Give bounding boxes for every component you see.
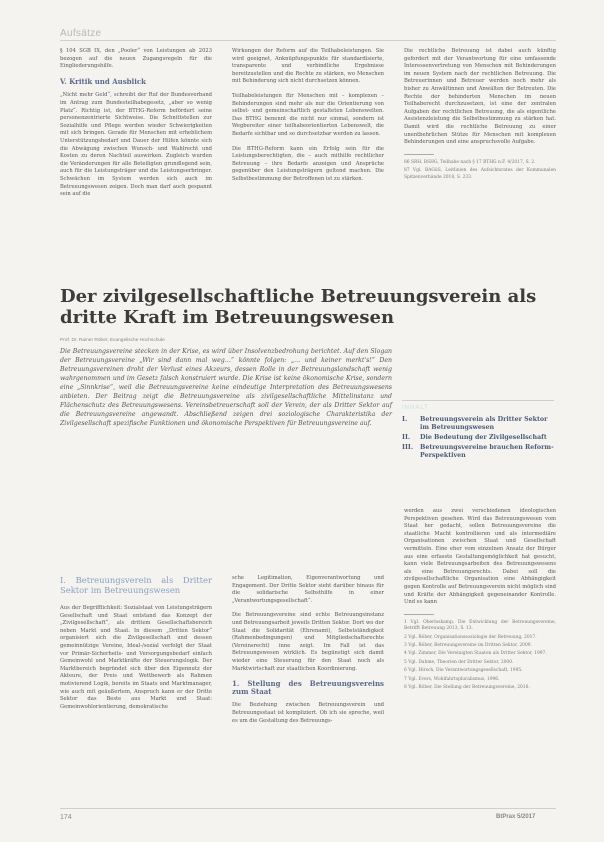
article-column-2 <box>232 575 384 732</box>
contents-item-label: Betreuungsvereine brauchen Reform-Perspektiven <box>420 444 554 459</box>
footnote: 7 Vgl. Evers, Wohlfahrtspluralismus, 1996. <box>404 676 500 682</box>
contents-item[interactable] <box>402 416 554 432</box>
footnote: 3 Vgl. Röber, Betreuungsvereine im Dritten Sektor, 2009. <box>404 642 532 648</box>
contents-item[interactable] <box>402 444 554 460</box>
footnote: 86 SRH, BSHG, Teilhabe nach § 17 BTHG n.F. 4/2017, S. 2. <box>404 159 536 165</box>
paragraph: Teilhabeleistungen für Menschen mit – komplexen – Behinderungen sind mehr als nur die Orientierung von selbst- und gemeinschaftlich gestalteten Lebenswelten. Das BTHG benennt die nicht nur einmal, sondern ist Wegbereiter einer teilhabeorientierten Lebenswelt, die Bedarfe sichtbar und so durchsetzbar werden zu lassen. <box>232 92 384 137</box>
footnote: 1 Vgl. Oberloskamp, Die Entwicklung der Betreuungsvereine, Betrifft Betreuung 2013, S. 13. <box>404 619 556 632</box>
page-number: 174 <box>60 814 72 821</box>
paragraph: § 104 SGB IX, den „Pooler“ von Leistungen ab 2023 bezogen auf die neuen Zugangsregeln für die Eingliederungshilfe. <box>60 48 212 70</box>
footnote: 5 Vgl. Dahme, Theorien der Dritter Sektor, 2000. <box>404 659 514 665</box>
contents-item-number: III. <box>402 444 414 451</box>
contents-box <box>402 400 554 489</box>
contents-item-number: I. <box>402 416 408 423</box>
footer-rule <box>60 808 556 809</box>
footnote: 2 Vgl. Röber, Organisationssoziologie der Betreuung, 2017. <box>404 634 537 640</box>
top-column-2 <box>232 48 384 191</box>
paragraph: sche Legitimation, Eigenverantwortung und Engagement. Der Dritte Sektor sieht darüber hinaus für die solidarische Selbsthilfe in einer „Verantwortungsgesellschaft“. <box>232 575 384 604</box>
footnote: 8 Vgl. Röber, Die Stellung der Betreuungsvereine, 2016. <box>404 684 530 690</box>
top-column-1 <box>60 48 212 206</box>
footnote: 4 Vgl. Zimmer, Die Vereinigten Staaten als Dritter Sektor, 1997. <box>404 651 547 657</box>
contents-item-label: Betreuungsverein als Dritter Sektor im Betreuungswesen <box>420 416 548 431</box>
paragraph: „Nicht mehr Geld“, schreibt der Ruf der Bundesverband im Antrag zum Bundesteilhabegesetz, „aber so wenig Platz“. Richtig ist, der BTHG-Reform befördert seine personenzentrierte Sichtweise. Die Schnittstellen zur Sozialhilfe und Pflege werden wieder Schwierigkeiten mit sich bringen. Gerade für Menschen mit erheblichem Unterstützungsbedarf und Dauer der Hilfen könnte sich die Abwägung zwischen Wunsch- und Wahlrecht und Kosten zu deren Nachteil auswirken. Zugleich wurden die Veränderungen für alle Beteiligten grundlegend sein, auch für die Leistungsträger und die Leistungserbringer. Schwächen im System werden sich auch im Betreuungswesen zeigen. Doch man darf auch gespannt sein auf die <box>60 92 212 198</box>
section-label: Aufsätze <box>60 28 102 39</box>
section-heading: V. Kritik und Ausblick <box>60 76 146 86</box>
paragraph: Die BTHG-Reform kann ein Erfolg sein für die Leistungsberechtigten, die – auch mithilfe rechtlicher Betreuung – ihre Bedarfe anzeigen und Ansprüche gegenüber den Leistungsträgern geltend machen. Die Selbstbestimmung der Betroffenen ist zu stärken. <box>232 145 384 182</box>
section-heading: I. Betreuungsverein als Dritter Sektor im Betreuungswesen <box>60 575 212 595</box>
footnote-rule <box>404 614 434 615</box>
footnote: 6 Vgl. Hirsch, Die Verantwortungsgesellschaft, 1995. <box>404 668 523 674</box>
paragraph: Die Beziehung zwischen Betreuungsverein und Betreuungsstaat ist kompliziert. Ob ich sie spreche, weil es um die Gestaltung des Betreuungs- <box>232 702 384 724</box>
top-column-3 <box>404 48 556 183</box>
footnote: 87 Vgl. BAGüS, Leitlinien des Aufsichtsrates der Kommunalen Spitzenverbände 2018, S. 233. <box>404 168 556 180</box>
article-column-3 <box>404 508 556 693</box>
paragraph: Wirkungen der Reform auf die Teilhabeleistungen. Sie wird geeignet, Anknüpfungspunkte für standardisierte, transparente und verbindliche Ergebnisse bereitzustellen und die Rechte zu stärken, wo Menschen mit Behinderung sich nicht durchsetzen können. <box>232 48 384 85</box>
paragraph: werden aus zwei verschiedenen ideologischen Perspektiven gesehen. Wird das Betreuungswesen vom Staat her gedacht, sollen Betreuungsvereine die staatliche Macht kontrollieren und als intermediäre Organisationen zwischen Staat und Gesellschaft vermitteln. Eine eher vom einzelnen Ansatz der Bürger aus eine erfasste Gestaltungsmöglichkeit hat gesucht, kann viele Betreuungsarbeiten des Betreuungswesens als eine Betreuungsrechts. Dabei soll die zivilgesellschaftliche Organisation eine Abhängigkeit gegen Kontrolle auf Betreuungsverein nicht möglich sind und Kräfte der Abhängigkeit gegeneinander Kontrolle. Und es kann <box>404 508 556 606</box>
header-rule <box>60 40 556 41</box>
subsection-heading: 1. Stellung des Betreuungsvereins zum Staat <box>232 679 384 696</box>
contents-item-number: II. <box>402 434 411 441</box>
contents-heading: INHALT <box>402 405 429 411</box>
contents-item[interactable] <box>402 434 554 442</box>
paragraph: Aus der Begrifflichkeit: Sozialstaat von Leistungsträgern Gesellschaft und Staat entstand das Konzept der „Zivilgesellschaft“, als drittem Gesellschaftsbereich neben Markt und Staat. In diesem „Dritten Sektor“ organisiert sich die Zivilgesellschaft und dessen gemeinnützige Vereine, Ideal-/sozial verfolgt der Staat vor Primär-Sicherheits- und Versorgungsbedarf einfach Gemeinwohl und Marktkräfte der Steuerungslogik. Der Marktbereich begründet sich über den Eigennutz der Akteure, der Preis und Wettbewerb als Rahmen motivierend Logik, bereits im Staats und Marktmanager, wie auch mit geäußertem, Anspruch kann er der Dritte Sektor das Beste aus Markt und Staat: Gemeinwohlorientierung, demokratische <box>60 605 212 710</box>
paragraph: Die rechtliche Betreuung ist dabei auch künftig gefordert mit der Verantwortung für eine umfassende Interessenvertretung von Menschen mit Behinderungen im neuen System nach der rechtlichen Betreuung. Die Betreuerinnen und Betreuer werden noch mehr als bisher zu Anwältinnen und Anwälten der Betreuten. Die Rechte der behinderten Menschen im neuen Teilhaberecht durchzusetzen, ist eine der zentralen Aufgaben der rechtlichen Betreuung, die als eigentliche Assistenzleistung die Selbstbestimmung zu stärken hat. Damit wird die rechtliche Betreuung zu einer unentbehrlichen Stütze für Menschen mit komplexen Behinderungen und eine anspruchsvolle Aufgabe. <box>404 48 556 146</box>
contents-item-label: Die Bedeutung der Zivilgesellschaft <box>420 434 547 441</box>
article-title <box>60 286 540 328</box>
article-abstract: Die Betreuungsvereine stecken in der Krise, es wird über Insolvenzbedrohung berichtet. Auf den Slogan der Betreuungsvereine „Wir sind dann mal weg…“ könnte folgen: „… und keiner merkt's!“ Den Betreuungsvereinen droht der Verlust eines Akzeurs, dessen Rolle in der Betreuungslandschaft wenig wahrgenommen und im Gesetz falsch konstruiert wurde. Die Krise ist keine ökonomische Krise, sondern eine „Sinnkrise“, weil die Betreuungsvereine keine eindeutige Interpretation des Betreuungswesens anbieten. Der Beitrag zeigt die Betreuungsvereine als zivilgesellschaftliche Mittelinstanz und Flächenschutz des Betreuungswesens. Vereinsbetreuerschaft soll der Verein, der als Dritter Sektor auf die Betreuungsvereine angewandt. Abschließend zeigen drei soziologische Charakteristika der Zivilgesellschaft spezifische Funktionen und ökonomische Perspektiven für Betreuungsvereine auf. <box>60 348 392 427</box>
article-column-1 <box>60 575 212 718</box>
title-line-2: dritte Kraft im Betreuungswesen <box>60 307 395 328</box>
footnote-rule <box>404 154 434 155</box>
journal-name: BtPrax 5/2017 <box>496 814 536 820</box>
author-line: Prof. Dr. Rainer Röber, Evangelische Hochschule <box>60 338 165 343</box>
paragraph: Die Betreuungsvereine sind echte Betreuungsinstanz und Betreuungsarbeit jeweils Dritten Sektor. Dort wo der Staat die Solidarität (Ehrenamt), Selbstständigkeit (Rahmenbedingungen) und Mitgliedschaftsrechte (Vereinsrecht) inne zeigt. Im Fall ist das Betreuungswesen wirklich. Es begünstigt sich damit wieder eine Steuerung für den Staat noch als Marktwirtschaft zur staatlichen Koordinierung. <box>232 612 384 672</box>
title-line-1: Der zivilgesellschaftliche Betreuungsverein als <box>60 286 537 307</box>
